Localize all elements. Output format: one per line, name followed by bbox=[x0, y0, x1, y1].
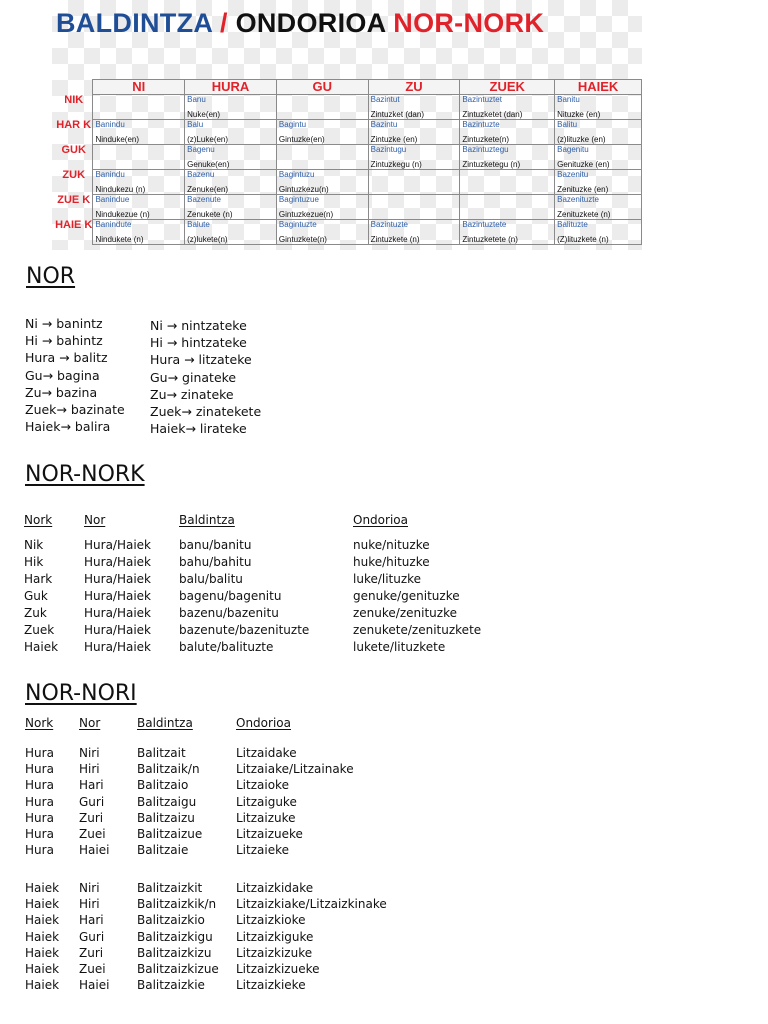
grid-row bbox=[55, 195, 642, 220]
table-cell: Zuei bbox=[79, 827, 106, 841]
grid-cell bbox=[555, 170, 642, 195]
table-cell: Haiek bbox=[25, 929, 60, 944]
section-heading-nor: NOR bbox=[26, 264, 76, 289]
column-header: Baldintza bbox=[179, 513, 235, 527]
cell-baldintza: Bazintuzte bbox=[370, 220, 408, 229]
grid-cell bbox=[185, 145, 277, 170]
title-slash: / bbox=[212, 8, 236, 38]
grid-cell bbox=[93, 95, 185, 120]
grid-header-row bbox=[55, 80, 642, 95]
table-cell: bazenu/bazenitu bbox=[179, 606, 279, 620]
grid-cell bbox=[93, 220, 185, 245]
conjugation-grid bbox=[55, 79, 642, 245]
nor-ondorioa-item: Hi → hintzateke bbox=[150, 335, 247, 351]
table-cell: Haiek bbox=[25, 881, 60, 895]
table-cell: bahu/bahitu bbox=[179, 555, 252, 569]
table-cell: Hura bbox=[25, 810, 54, 825]
table-cell: Balitzaizkizu bbox=[137, 945, 212, 960]
grid-row bbox=[55, 145, 642, 170]
table-cell: Hura bbox=[25, 778, 54, 793]
table-cell: Haiek bbox=[25, 978, 60, 993]
table-cell: Hiri bbox=[79, 762, 100, 777]
cell-baldintza: Bagintuzte bbox=[278, 220, 317, 229]
grid-row-header: GUK bbox=[55, 145, 93, 170]
grid-cell bbox=[460, 120, 555, 145]
table-cell: Hura/Haiek bbox=[84, 555, 152, 569]
cell-baldintza: Banindu bbox=[95, 170, 125, 179]
cell-ondorioa: Genituzke (en) bbox=[557, 160, 610, 169]
nor-baldintza-item: Gu→ bagina bbox=[25, 367, 100, 383]
cell-ondorioa: Genuke(en) bbox=[187, 160, 230, 169]
table-cell: Hura/Haiek bbox=[84, 589, 152, 603]
grid-row bbox=[55, 120, 642, 145]
cell-ondorioa: Nuke(en) bbox=[187, 110, 221, 119]
column-header: Nork bbox=[24, 513, 53, 527]
cell-baldintza: Bazintuztete bbox=[462, 220, 507, 229]
grid-cell bbox=[93, 195, 185, 220]
cell-ondorioa: Zenituzke (en) bbox=[557, 185, 609, 194]
cell-baldintza: Banindue bbox=[95, 195, 130, 204]
table-cell: Niri bbox=[79, 881, 100, 895]
grid-cell bbox=[368, 120, 460, 145]
cell-ondorioa: Nindukezue (n) bbox=[95, 210, 150, 219]
nor-ondorioa-item: Ni → nintzateke bbox=[150, 318, 247, 333]
grid-corner bbox=[55, 80, 93, 95]
grid-cell bbox=[460, 195, 555, 220]
table-cell: Hura bbox=[25, 843, 54, 858]
table-cell: Litzaidake bbox=[236, 746, 297, 760]
table-cell: Guk bbox=[24, 589, 48, 603]
nor-nork-table bbox=[23, 513, 583, 663]
table-cell: Litzaieke bbox=[236, 843, 289, 858]
table-cell: Litzaizuke bbox=[236, 810, 296, 825]
grid-cell bbox=[185, 220, 277, 245]
table-cell: Haiek bbox=[25, 962, 60, 976]
cell-baldintza: Balituzte bbox=[557, 220, 588, 229]
table-cell: Hik bbox=[24, 555, 44, 569]
table-cell: Balitzaizue bbox=[137, 827, 203, 841]
grid-row bbox=[55, 170, 642, 195]
table-cell: Balitzait bbox=[137, 746, 186, 760]
nor-ondorioa-item: Haiek→ lirateke bbox=[150, 421, 247, 437]
title-nor-nork: NOR-NORK bbox=[385, 8, 545, 38]
grid-column-header: GU bbox=[276, 80, 368, 95]
table-cell: Hura/Haiek bbox=[84, 640, 152, 654]
cell-baldintza: Bazintuztet bbox=[462, 95, 502, 104]
cell-baldintza: Bagintuzue bbox=[278, 195, 319, 204]
grid-cell bbox=[555, 220, 642, 245]
cell-ondorioa: Zenuke(en) bbox=[187, 185, 229, 194]
grid-cell bbox=[276, 95, 368, 120]
table-cell: Litzaizkizueke bbox=[236, 962, 320, 976]
table-cell: bazenute/bazenituzte bbox=[179, 623, 310, 637]
table-cell: Balitzaizkie bbox=[137, 978, 205, 993]
cell-baldintza: Bazintuzte bbox=[462, 120, 500, 129]
cell-ondorioa: Gintuzkezu(n) bbox=[278, 185, 329, 194]
table-cell: Litzaizkiake/Litzaizkinake bbox=[236, 897, 387, 912]
title-ondorioa: ONDORIOA bbox=[235, 8, 386, 38]
nor-ondorioa-item: Zuek→ zinatekete bbox=[150, 404, 262, 420]
grid-cell bbox=[555, 120, 642, 145]
column-header: Nor bbox=[84, 513, 106, 527]
cell-ondorioa: Zintuzketete (n) bbox=[462, 235, 518, 244]
cell-ondorioa: (z)lituzke (en) bbox=[557, 135, 606, 144]
cell-baldintza: Bazenitu bbox=[557, 170, 589, 179]
grid-column-header: HURA bbox=[185, 80, 277, 95]
grid-cell bbox=[276, 170, 368, 195]
grid-cell bbox=[460, 145, 555, 170]
cell-baldintza: Bazintugu bbox=[370, 145, 407, 154]
table-cell: Haiek bbox=[25, 897, 60, 912]
table-cell: Guri bbox=[79, 929, 105, 944]
cell-baldintza: Bagenu bbox=[187, 145, 215, 154]
cell-ondorioa: Zintuzkegu (n) bbox=[370, 160, 422, 169]
column-header: Ondorioa bbox=[236, 716, 291, 730]
grid-cell bbox=[460, 220, 555, 245]
grid-row-header: ZUK bbox=[55, 170, 93, 195]
table-cell: Balitzaie bbox=[137, 843, 189, 858]
grid-cell bbox=[555, 95, 642, 120]
grid-row-header: NIK bbox=[55, 95, 93, 120]
cell-baldintza: Bazenute bbox=[187, 195, 221, 204]
table-cell: genuke/genituzke bbox=[353, 589, 460, 603]
table-cell: Litzaizkiguke bbox=[236, 929, 314, 944]
grid-cell bbox=[368, 170, 460, 195]
grid-column-header: HAIEK bbox=[555, 80, 642, 95]
grid-cell bbox=[460, 170, 555, 195]
table-cell: Litzaizkidake bbox=[236, 881, 314, 895]
cell-baldintza: Bazintuztegu bbox=[462, 145, 509, 154]
table-cell: Niri bbox=[79, 746, 100, 760]
table-cell: Litzaizkizuke bbox=[236, 945, 313, 960]
table-cell: Hari bbox=[79, 778, 104, 793]
cell-ondorioa: Gintuzkezue(n) bbox=[278, 210, 334, 219]
table-cell: Litzaizueke bbox=[236, 827, 303, 841]
grid-cell bbox=[185, 170, 277, 195]
grid-cell bbox=[185, 120, 277, 145]
table-cell: Balitzaik/n bbox=[137, 762, 200, 777]
grid-cell bbox=[555, 195, 642, 220]
table-cell: Haiei bbox=[79, 843, 110, 858]
table-cell: Hura bbox=[25, 827, 54, 841]
table-cell: Balitzaizkio bbox=[137, 913, 205, 928]
table-cell: Hura bbox=[25, 762, 54, 777]
nor-nori-table bbox=[25, 716, 585, 1006]
cell-ondorioa: Zintuzket (dan) bbox=[370, 110, 424, 119]
grid-row bbox=[55, 220, 642, 245]
table-cell: Litzaiake/Litzainake bbox=[236, 762, 354, 777]
cell-baldintza: Bazintu bbox=[370, 120, 398, 129]
nor-baldintza-item: Zuek→ bazinate bbox=[25, 402, 125, 418]
table-cell: Guri bbox=[79, 794, 105, 809]
cell-baldintza: Bazenituzte bbox=[557, 195, 599, 204]
cell-ondorioa: (Z)lituzkete (n) bbox=[557, 235, 609, 244]
cell-ondorioa: Zintuzke (en) bbox=[370, 135, 418, 144]
table-cell: Haiek bbox=[25, 913, 60, 928]
table-cell: Haiek bbox=[25, 945, 60, 960]
grid-cell bbox=[93, 120, 185, 145]
nor-baldintza-item: Ni → banintz bbox=[25, 316, 103, 331]
nor-ondorioa-list bbox=[150, 317, 261, 437]
table-cell: Hura bbox=[25, 746, 54, 760]
grid-cell bbox=[368, 195, 460, 220]
cell-baldintza: Balitu bbox=[557, 120, 578, 129]
cell-baldintza: Balu bbox=[187, 120, 204, 129]
table-cell: Haiek bbox=[24, 640, 59, 654]
table-cell: Hiri bbox=[79, 897, 100, 912]
cell-ondorioa: (z)lukete(n) bbox=[187, 235, 228, 244]
table-cell: zenukete/zenituzkete bbox=[353, 623, 482, 637]
table-cell: Zuei bbox=[79, 962, 106, 976]
cell-ondorioa: Gintuzkete(n) bbox=[278, 235, 327, 244]
table-cell: Balitzaizkigu bbox=[137, 929, 213, 944]
table-cell: Litzaioke bbox=[236, 778, 289, 793]
cell-ondorioa: Zintuzketet (dan) bbox=[462, 110, 523, 119]
cell-baldintza: Bagintu bbox=[278, 120, 307, 129]
table-cell: balute/balituzte bbox=[179, 640, 274, 654]
grid-cell bbox=[460, 95, 555, 120]
title-baldintza: BALDINTZA bbox=[56, 8, 213, 38]
grid-cell bbox=[185, 195, 277, 220]
table-cell: Hark bbox=[24, 572, 53, 586]
cell-ondorioa: Nindukezu (n) bbox=[95, 185, 146, 194]
cell-ondorioa: Zenukete (n) bbox=[187, 210, 233, 219]
table-cell: Litzaizkieke bbox=[236, 978, 306, 993]
cell-baldintza: Balute bbox=[187, 220, 210, 229]
table-cell: Litzaizkioke bbox=[236, 913, 306, 928]
nor-ondorioa-item: Gu→ ginateke bbox=[150, 369, 237, 385]
column-header: Nor bbox=[79, 716, 101, 730]
table-cell: Balitzaio bbox=[137, 778, 189, 793]
cell-ondorioa: Zenituzkete (n) bbox=[557, 210, 611, 219]
nor-baldintza-item: Haiek→ balira bbox=[25, 419, 111, 435]
cell-ondorioa: (z)Luke(en) bbox=[187, 135, 229, 144]
cell-baldintza: Banindute bbox=[95, 220, 132, 229]
column-header: Baldintza bbox=[137, 716, 193, 730]
table-cell: Zuk bbox=[24, 606, 47, 620]
grid-row-header: ZUE K bbox=[55, 195, 93, 220]
section-heading-nor-nori: NOR-NORI bbox=[25, 681, 137, 706]
cell-baldintza: Bazenu bbox=[187, 170, 215, 179]
image-title bbox=[56, 6, 636, 40]
section-heading-nor-nork: NOR-NORK bbox=[25, 462, 145, 487]
nor-baldintza-item: Hi → bahintz bbox=[25, 333, 103, 349]
grid-row-header: HAR K bbox=[55, 120, 93, 145]
table-cell: Balitzaizkit bbox=[137, 881, 203, 895]
table-cell: Hura/Haiek bbox=[84, 538, 152, 552]
nor-ondorioa-item: Hura → litzateke bbox=[150, 352, 252, 368]
cell-baldintza: Bagenitu bbox=[557, 145, 589, 154]
cell-baldintza: Banitu bbox=[557, 95, 580, 104]
cell-ondorioa: Zintuzkete(n) bbox=[462, 135, 510, 144]
grid-row-header: HAIE K bbox=[55, 220, 93, 245]
cell-ondorioa: Nituzke (en) bbox=[557, 110, 601, 119]
cell-ondorioa: Nindukete (n) bbox=[95, 235, 144, 244]
column-header: Ondorioa bbox=[353, 513, 408, 527]
grid-cell bbox=[93, 170, 185, 195]
cell-baldintza: Bazintut bbox=[370, 95, 400, 104]
grid-cell bbox=[368, 145, 460, 170]
grid-cell bbox=[276, 145, 368, 170]
grid-column-header: NI bbox=[93, 80, 185, 95]
table-cell: nuke/nituzke bbox=[353, 538, 430, 552]
table-cell: Hura/Haiek bbox=[84, 623, 152, 637]
grid-cell bbox=[93, 145, 185, 170]
cell-ondorioa: Gintuzke(en) bbox=[278, 135, 325, 144]
cell-baldintza: Banindu bbox=[95, 120, 125, 129]
grid-cell bbox=[276, 195, 368, 220]
grid-cell bbox=[368, 95, 460, 120]
conjugation-table-image bbox=[52, 0, 642, 250]
table-cell: zenuke/zenituzke bbox=[353, 606, 457, 620]
table-cell: balu/balitu bbox=[179, 572, 243, 586]
grid-column-header: ZUEK bbox=[460, 80, 555, 95]
grid-cell bbox=[368, 220, 460, 245]
table-cell: banu/banitu bbox=[179, 538, 252, 552]
table-cell: Balitzaigu bbox=[137, 794, 197, 809]
table-cell: luke/lituzke bbox=[353, 572, 422, 586]
table-cell: Balitzaizu bbox=[137, 810, 195, 825]
table-cell: Nik bbox=[24, 538, 44, 552]
table-cell: Zuek bbox=[24, 623, 55, 637]
column-header: Nork bbox=[25, 716, 54, 730]
nor-ondorioa-item: Zu→ zinateke bbox=[150, 386, 234, 402]
cell-baldintza: Banu bbox=[187, 95, 206, 104]
table-cell: Hari bbox=[79, 913, 104, 928]
table-cell: Hura bbox=[25, 794, 54, 809]
table-cell: Haiei bbox=[79, 978, 110, 993]
table-cell: Zuri bbox=[79, 810, 104, 825]
grid-row bbox=[55, 95, 642, 120]
nor-baldintza-list bbox=[25, 315, 125, 435]
grid-cell bbox=[276, 120, 368, 145]
cell-ondorioa: Ninduke(en) bbox=[95, 135, 140, 144]
cell-ondorioa: Zintuzketegu (n) bbox=[462, 160, 521, 169]
nor-baldintza-item: Hura → balitz bbox=[25, 350, 108, 366]
grid-column-header: ZU bbox=[368, 80, 460, 95]
nor-baldintza-item: Zu→ bazina bbox=[25, 384, 98, 400]
table-cell: huke/hituzke bbox=[353, 555, 430, 569]
grid-cell bbox=[185, 95, 277, 120]
cell-ondorioa: Zintuzkete (n) bbox=[370, 235, 420, 244]
table-cell: Balitzaizkizue bbox=[137, 962, 219, 976]
table-cell: Hura/Haiek bbox=[84, 606, 152, 620]
table-cell: Balitzaizkik/n bbox=[137, 897, 217, 912]
table-cell: lukete/lituzkete bbox=[353, 640, 446, 654]
table-cell: Litzaiguke bbox=[236, 794, 297, 809]
cell-baldintza: Bagintuzu bbox=[278, 170, 315, 179]
table-cell: Hura/Haiek bbox=[84, 572, 152, 586]
grid-cell bbox=[276, 220, 368, 245]
table-cell: Zuri bbox=[79, 945, 104, 960]
grid-cell bbox=[555, 145, 642, 170]
table-cell: bagenu/bagenitu bbox=[179, 589, 282, 603]
